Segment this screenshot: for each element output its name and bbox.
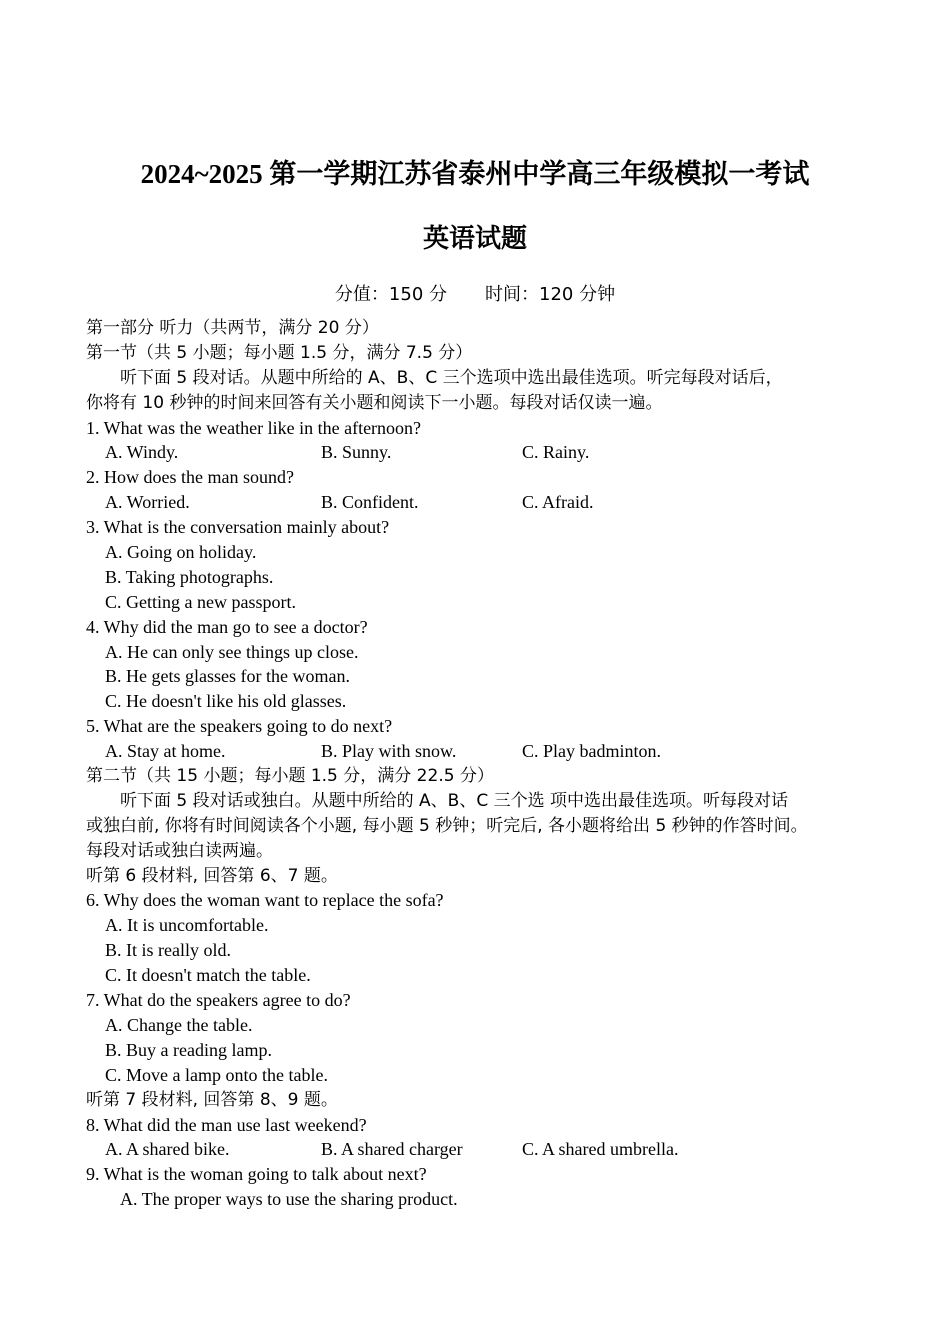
question-stem: 8. What did the man use last weekend?	[86, 1114, 367, 1135]
option-c: C. Afraid.	[522, 492, 594, 513]
option-c: C. Getting a new passport.	[105, 591, 296, 612]
exam-title: 2024~2025 第一学期江苏省泰州中学高三年级模拟一考试	[140, 159, 810, 189]
part1-heading: 第一部分 听力（共两节，满分 20 分）	[86, 318, 379, 338]
section2-instructions-line2: 或独白前, 你将有时间阅读各个小题, 每小题 5 秒钟；听完后, 各小题将给出 5 秒钟的作答时间。	[86, 815, 808, 836]
section1-instructions-line1: 听下面 5 段对话。从题中所给的 A、B、C 三个选项中选出最佳选项。听完每段对话后，	[120, 367, 783, 388]
option-row	[86, 1137, 886, 1162]
option-a: A. Going on holiday.	[105, 542, 257, 563]
option-c: C. It doesn't match the table.	[105, 965, 311, 986]
question-stem: 1. What was the weather like in the afternoon?	[86, 417, 422, 438]
section2-instructions-line1: 听下面 5 段对话或独白。从题中所给的 A、B、C 三个选 项中选出最佳选项。听每段对话	[120, 790, 788, 811]
time-label: 时间：120 分钟	[485, 284, 616, 305]
question-stem: 2. How does the man sound?	[86, 467, 294, 488]
option-row	[86, 440, 886, 465]
material-6-label: 听第 6 段材料, 回答第 6、7 题。	[86, 865, 338, 886]
question-stem: 9. What is the woman going to talk about next?	[86, 1164, 427, 1185]
option-b: B. It is really old.	[105, 940, 231, 961]
question-stem: 7. What do the speakers agree to do?	[86, 990, 351, 1011]
option-row	[86, 739, 886, 764]
question-stem: 3. What is the conversation mainly about?	[86, 517, 390, 538]
option-a: A. A shared bike.	[105, 1139, 230, 1160]
option-a: A. Windy.	[105, 442, 179, 463]
score-label: 分值：150 分	[334, 284, 447, 305]
section1-instructions-line2: 你将有 10 秒钟的时间来回答有关小题和阅读下一小题。每段对话仅读一遍。	[86, 392, 663, 413]
option-b: B. Buy a reading lamp.	[105, 1039, 272, 1060]
exam-meta	[0, 283, 950, 307]
question-stem: 6. Why does the woman want to replace the sofa?	[86, 890, 444, 911]
option-b: B. A shared charger	[321, 1139, 463, 1160]
option-c: C. Rainy.	[522, 442, 590, 463]
option-a: A. Worried.	[105, 492, 190, 513]
option-c: C. He doesn't like his old glasses.	[105, 691, 347, 712]
option-b: B. Taking photographs.	[105, 566, 274, 587]
section1-heading: 第一节（共 5 小题；每小题 1.5 分，满分 7.5 分）	[86, 342, 473, 363]
option-b: B. Sunny.	[321, 442, 392, 463]
option-c: C. Play badminton.	[522, 741, 661, 762]
question-stem: 5. What are the speakers going to do next?	[86, 716, 393, 737]
option-a: A. Stay at home.	[105, 741, 226, 762]
option-row	[86, 490, 886, 515]
option-b: B. Confident.	[321, 492, 419, 513]
option-a: A. The proper ways to use the sharing product.	[120, 1189, 458, 1210]
option-a: A. It is uncomfortable.	[105, 915, 269, 936]
section2-instructions-line3: 每段对话或独白读两遍。	[86, 840, 273, 861]
option-c: C. Move a lamp onto the table.	[105, 1064, 328, 1085]
option-a: A. Change the table.	[105, 1014, 253, 1035]
material-7-label: 听第 7 段材料, 回答第 8、9 题。	[86, 1089, 338, 1110]
section2-heading: 第二节（共 15 小题；每小题 1.5 分，满分 22.5 分）	[86, 766, 494, 787]
option-a: A. He can only see things up close.	[105, 641, 359, 662]
option-b: B. Play with snow.	[321, 741, 457, 762]
exam-body	[86, 316, 886, 1212]
option-c: C. A shared umbrella.	[522, 1139, 679, 1160]
option-b: B. He gets glasses for the woman.	[105, 666, 350, 687]
exam-subtitle: 英语试题	[422, 224, 527, 253]
question-stem: 4. Why did the man go to see a doctor?	[86, 616, 368, 637]
